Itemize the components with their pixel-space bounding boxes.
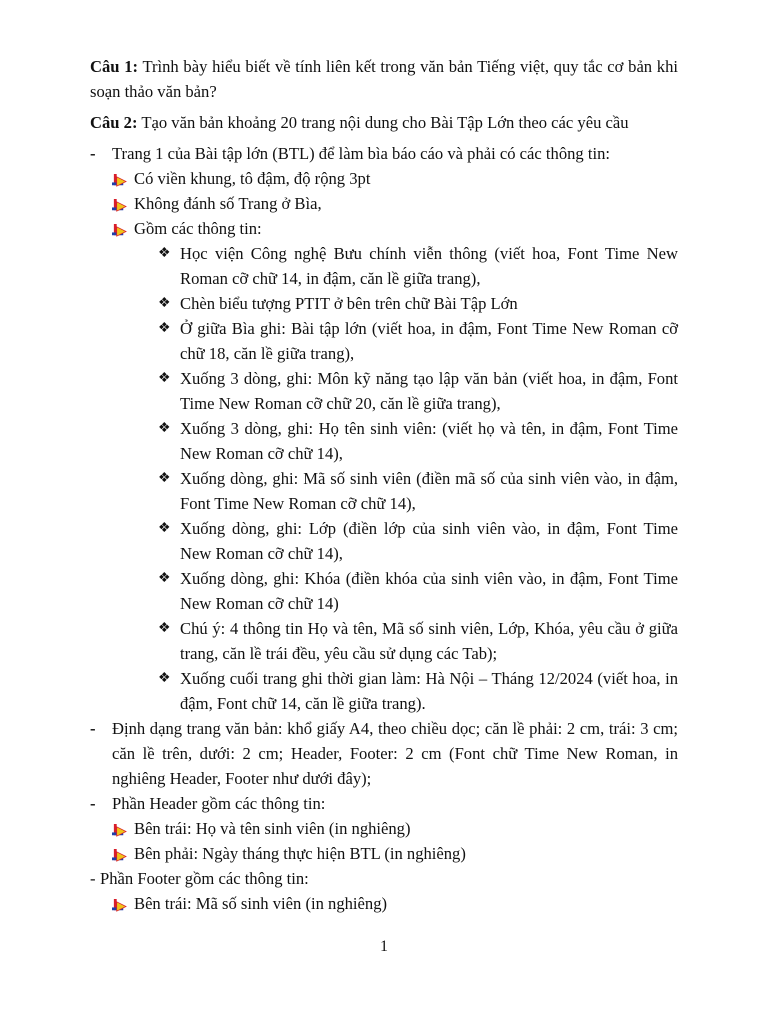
list-item-text: Có viền khung, tô đậm, độ rộng 3pt	[134, 169, 371, 188]
question-2-label: Câu 2:	[90, 113, 138, 132]
dash-bullet: -	[90, 869, 96, 888]
diamond-bullet-icon: ❖	[158, 571, 171, 586]
list-item	[90, 841, 678, 866]
list-item	[90, 616, 678, 666]
dash-bullet: -	[90, 794, 96, 813]
list-item-text: Trang 1 của Bài tập lớn (BTL) để làm bìa báo cáo và phải có các thông tin:	[112, 144, 610, 163]
list-item	[90, 141, 678, 166]
diamond-bullet-icon: ❖	[158, 321, 171, 336]
list-item	[90, 416, 678, 466]
dash-bullet: -	[90, 144, 96, 163]
arrow-bullet-icon	[112, 196, 127, 211]
diamond-bullet-icon: ❖	[158, 421, 171, 436]
list-item-text: Phần Header gồm các thông tin:	[112, 794, 326, 813]
question-2	[90, 110, 678, 135]
question-2-text: Tạo văn bản khoảng 20 trang nội dung cho Bài Tập Lớn theo các yêu cầu	[137, 113, 629, 132]
list-item-text: Gồm các thông tin:	[134, 219, 262, 238]
list-item	[90, 241, 678, 291]
list-item-text: Định dạng trang văn bản: khổ giấy A4, theo chiều dọc; căn lề phải: 2 cm, trái: 3 cm; căn lề trên, dưới: 2 cm; Header, Footer: 2 cm (Font chữ Time New Roman, in nghiêng Header, Footer như dưới đây);	[112, 719, 678, 788]
list-item	[90, 866, 678, 891]
list-item	[90, 891, 678, 916]
requirement-list	[90, 141, 678, 916]
arrow-bullet-icon	[112, 221, 127, 236]
list-item-text: Không đánh số Trang ở Bìa,	[134, 194, 322, 213]
list-item	[90, 291, 678, 316]
diamond-bullet-icon: ❖	[158, 296, 171, 311]
list-item-text: Ở giữa Bìa ghi: Bài tập lớn (viết hoa, in đậm, Font Time New Roman cỡ chữ 18, căn lề giữa trang),	[180, 319, 678, 363]
list-item-text: Phần Footer gồm các thông tin:	[100, 869, 309, 888]
diamond-bullet-icon: ❖	[158, 246, 171, 261]
list-item-text: Học viện Công nghệ Bưu chính viễn thông (viết hoa, Font Time New Roman cỡ chữ 14, in đậm, căn lề giữa trang),	[180, 244, 678, 288]
dash-bullet: -	[90, 719, 96, 738]
list-item	[90, 466, 678, 516]
arrow-bullet-icon	[112, 821, 127, 836]
list-item-text: Xuống 3 dòng, ghi: Môn kỹ năng tạo lập văn bản (viết hoa, in đậm, Font Time New Roman cỡ chữ 20, căn lề giữa trang),	[180, 369, 678, 413]
question-1-label: Câu 1:	[90, 57, 139, 76]
list-item-text: Bên phải: Ngày tháng thực hiện BTL (in nghiêng)	[134, 844, 466, 863]
list-item-text: Bên trái: Mã số sinh viên (in nghiêng)	[134, 894, 388, 913]
list-item-text: Chèn biểu tượng PTIT ở bên trên chữ Bài Tập Lớn	[180, 294, 518, 313]
list-item	[90, 816, 678, 841]
list-item	[90, 216, 678, 241]
question-1-text: Trình bày hiểu biết về tính liên kết trong văn bản Tiếng việt, quy tắc cơ bản khi soạn thảo văn bản?	[90, 57, 679, 101]
diamond-bullet-icon: ❖	[158, 671, 171, 686]
arrow-bullet-icon	[112, 171, 127, 186]
list-item	[90, 316, 678, 366]
list-item-text: Xuống dòng, ghi: Mã số sinh viên (điền mã số của sinh viên vào, in đậm, Font Time New Roman cỡ chữ 14),	[180, 469, 678, 513]
list-item-text: Chú ý: 4 thông tin Họ và tên, Mã số sinh viên, Lớp, Khóa, yêu cầu ở giữa trang, căn lề trái đều, yêu cầu sử dụng các Tab);	[180, 619, 678, 663]
list-item-text: Xuống 3 dòng, ghi: Họ tên sinh viên: (viết họ và tên, in đậm, Font Time New Roman cỡ chữ 14),	[180, 419, 678, 463]
document-body	[90, 54, 678, 916]
diamond-bullet-icon: ❖	[158, 471, 171, 486]
diamond-bullet-icon: ❖	[158, 521, 171, 536]
arrow-bullet-icon	[112, 846, 127, 861]
list-item-text: Xuống dòng, ghi: Lớp (điền lớp của sinh viên vào, in đậm, Font Time New Roman cỡ chữ 14),	[180, 519, 678, 563]
diamond-bullet-icon: ❖	[158, 371, 171, 386]
diamond-bullet-icon: ❖	[158, 621, 171, 636]
list-item	[90, 716, 678, 791]
list-item	[90, 566, 678, 616]
list-item	[90, 791, 678, 816]
list-item	[90, 516, 678, 566]
question-1	[90, 54, 678, 104]
list-item	[90, 191, 678, 216]
arrow-bullet-icon	[112, 896, 127, 911]
list-item	[90, 366, 678, 416]
list-item-text: Xuống cuối trang ghi thời gian làm: Hà Nội – Tháng 12/2024 (viết hoa, in đậm, Font chữ 14, căn lề giữa trang).	[180, 669, 678, 713]
list-item-text: Bên trái: Họ và tên sinh viên (in nghiêng)	[134, 819, 411, 838]
list-item-text: Xuống dòng, ghi: Khóa (điền khóa của sinh viên vào, in đậm, Font Time New Roman cỡ chữ 14)	[180, 569, 678, 613]
list-item	[90, 166, 678, 191]
list-item	[90, 666, 678, 716]
page-number: 1	[380, 938, 388, 955]
